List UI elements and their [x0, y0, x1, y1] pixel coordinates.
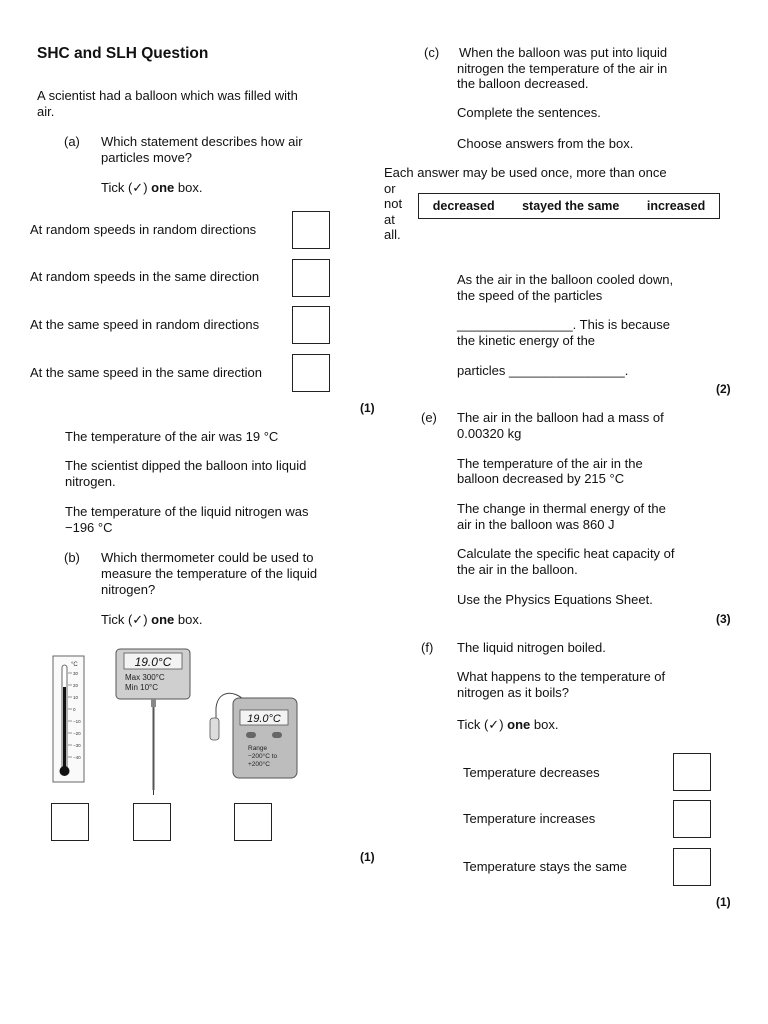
dip-line-2: nitrogen. [65, 474, 116, 489]
intro-line-2: air. [37, 104, 55, 119]
scale-tick-label: −30 [73, 743, 81, 748]
nitrogen-temp-line-2: −196 °C [65, 520, 113, 535]
intro-line-1: A scientist had a balloon which was filled with [37, 88, 298, 103]
range-label: Range [248, 745, 268, 752]
question-b-line-3: nitrogen? [101, 582, 156, 597]
probe-display-reading: 19.0°C [134, 655, 172, 669]
tick-text-after: ) [143, 180, 148, 195]
sentence-2-line-1[interactable]: ________________. This is because [457, 317, 670, 332]
mass-line-2: 0.00320 kg [457, 426, 522, 441]
scale-tick-label: −40 [73, 755, 81, 760]
sentence-1-line-1: As the air in the balloon cooled down, [457, 272, 674, 287]
air-temperature-text: The temperature of the air was 19 °C [65, 429, 279, 444]
word-option-increased: increased [646, 199, 706, 213]
tick-text-before: Tick ( [101, 180, 133, 195]
thermometer-2-checkbox[interactable] [133, 803, 171, 841]
word-option-decreased: decreased [432, 199, 495, 213]
check-icon: ✓ [132, 180, 144, 195]
question-b-line-2: measure the temperature of the liquid [101, 566, 318, 581]
question-b-mark: (1) [360, 850, 375, 864]
question-a-label: (a) [64, 134, 80, 149]
tick-text-after: ) [143, 612, 148, 627]
cable-display-reading: 19.0°C [247, 713, 281, 725]
check-icon: ✓ [132, 612, 144, 627]
question-f-line-2: nitrogen as it boils? [457, 685, 570, 700]
tick-text-before: Tick ( [101, 612, 133, 627]
option-a2-checkbox[interactable] [292, 259, 330, 297]
option-a3-checkbox[interactable] [292, 306, 330, 344]
sentence-3[interactable]: particles ________________. [457, 363, 629, 378]
thermometer-unit-label: °C [71, 662, 78, 668]
question-c-line-1: When the balloon was put into liquid [459, 45, 668, 60]
question-c-label: (c) [424, 45, 440, 60]
equations-sheet-instruction: Use the Physics Equations Sheet. [457, 592, 653, 607]
option-f1-checkbox[interactable] [673, 753, 711, 791]
answer-word-box [418, 193, 720, 219]
question-c-line-2: nitrogen the temperature of the air in [457, 61, 668, 76]
scale-tick-label: −10 [73, 719, 81, 724]
option-f2-label: Temperature increases [463, 811, 596, 826]
question-a-line-2: particles move? [101, 150, 193, 165]
tick-text-before: Tick ( [457, 717, 489, 732]
scale-tick-label: 20 [73, 683, 79, 688]
side-word-or: or [384, 181, 396, 196]
probe-max-label: Max 300°C [125, 673, 165, 682]
range-max-label: +200°C [248, 761, 270, 768]
side-word-all: all. [384, 227, 401, 242]
calculate-line-1: Calculate the specific heat capacity of [457, 546, 675, 561]
side-word-at: at [384, 212, 395, 227]
each-answer-instruction: Each answer may be used once, more than once [384, 165, 667, 180]
mass-line-1: The air in the balloon had a mass of [457, 410, 664, 425]
choose-instruction: Choose answers from the box. [457, 136, 634, 151]
question-f-statement: The liquid nitrogen boiled. [457, 640, 606, 655]
energy-line-2: air in the balloon was 860 J [457, 517, 615, 532]
energy-line-1: The change in thermal energy of the [457, 501, 666, 516]
option-a1-checkbox[interactable] [292, 211, 330, 249]
sentence-1-line-2: the speed of the particles [457, 288, 603, 303]
word-option-stayed-same: stayed the same [522, 199, 620, 213]
question-f-mark: (1) [716, 895, 731, 909]
range-min-label: −200°C to [248, 753, 278, 760]
question-f-label: (f) [421, 640, 434, 655]
scale-tick-label: −20 [73, 731, 81, 736]
option-a3-label: At the same speed in random directions [30, 317, 260, 332]
dip-line-1: The scientist dipped the balloon into liquid [65, 458, 307, 473]
temp-change-line-1: The temperature of the air in the [457, 456, 643, 471]
tick-text-after: ) [499, 717, 504, 732]
page-title: SHC and SLH Question [37, 45, 209, 62]
tick-text-bold: one [151, 180, 175, 195]
tick-text-end: box. [177, 612, 203, 627]
option-f3-checkbox[interactable] [673, 848, 711, 886]
temp-change-line-2: balloon decreased by 215 °C [457, 471, 625, 486]
sentence-2-line-2: the kinetic energy of the [457, 333, 596, 348]
question-a-line-1: Which statement describes how air [101, 134, 303, 149]
question-f-tick-instruction [457, 717, 559, 733]
question-f-line-1: What happens to the temperature of [457, 669, 666, 684]
nitrogen-temp-line-1: The temperature of the liquid nitrogen was [65, 504, 309, 519]
tick-text-end: box. [177, 180, 203, 195]
question-b-tick-instruction [101, 612, 203, 628]
scale-tick-label: 10 [73, 695, 79, 700]
scale-tick-label: 0 [73, 707, 76, 712]
tick-text-bold: one [151, 612, 175, 627]
tick-text-end: box. [533, 717, 559, 732]
question-b-line-1: Which thermometer could be used to [101, 550, 314, 565]
thermometer-3-checkbox[interactable] [234, 803, 272, 841]
question-e-mark: (3) [716, 612, 731, 626]
check-icon: ✓ [488, 717, 500, 732]
question-c-mark: (2) [716, 382, 731, 396]
option-f2-checkbox[interactable] [673, 800, 711, 838]
thermometer-1-checkbox[interactable] [51, 803, 89, 841]
question-b-label: (b) [64, 550, 80, 565]
scale-tick-label: 30 [73, 671, 79, 676]
option-a1-label: At random speeds in random directions [30, 222, 257, 237]
probe-min-label: Min 10°C [125, 683, 158, 692]
option-f1-label: Temperature decreases [463, 765, 600, 780]
calculate-line-2: the air in the balloon. [457, 562, 578, 577]
complete-instruction: Complete the sentences. [457, 105, 601, 120]
question-c-line-3: the balloon decreased. [457, 76, 589, 91]
side-word-not: not [384, 196, 403, 211]
liquid-thermometer-icon [52, 655, 86, 785]
option-a2-label: At random speeds in the same direction [30, 269, 260, 284]
cable-thermometer-icon [204, 688, 300, 780]
question-e-label: (e) [421, 410, 437, 425]
option-f3-label: Temperature stays the same [463, 859, 628, 874]
option-a4-label: At the same speed in the same direction [30, 365, 262, 380]
question-a-mark: (1) [360, 401, 375, 415]
question-a-tick-instruction [101, 180, 203, 196]
tick-text-bold: one [507, 717, 531, 732]
option-a4-checkbox[interactable] [292, 354, 330, 392]
probe-thermometer-icon [114, 647, 194, 797]
